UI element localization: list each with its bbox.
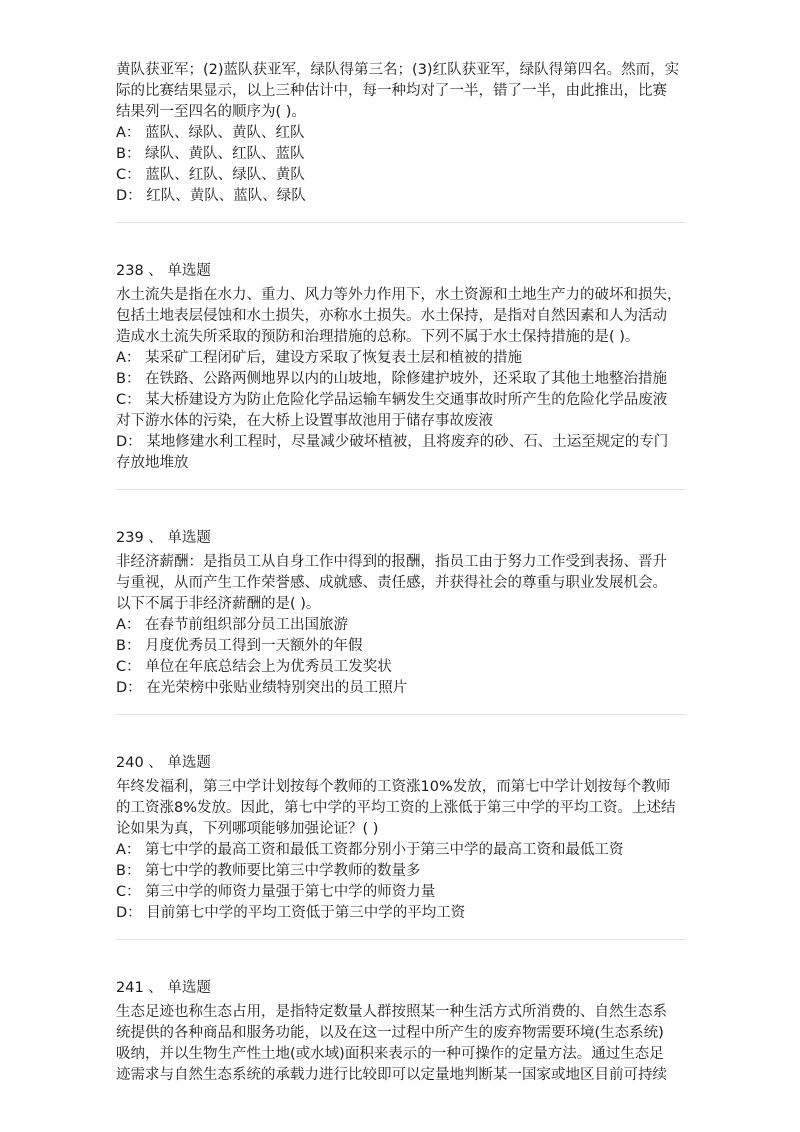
question-stem-line: 水土流失是指在水力、重力、风力等外力作用下，水土资源和土地生产力的破坏和损失， xyxy=(116,287,682,303)
question-240 xyxy=(116,753,686,924)
question-header: 238 、 单选题 xyxy=(116,263,211,279)
option-d-continued: 存放地堆放 xyxy=(116,455,189,471)
question-stem-line: 的工资涨8%发放。因此，第七中学的平均工资的上涨低于第三中学的平均工资。上述结 xyxy=(116,800,676,816)
question-divider xyxy=(116,939,686,940)
option-a: A： 某采矿工程闭矿后，建设方采取了恢复表土层和植被的措施 xyxy=(116,350,523,366)
question-stem-line: 黄队获亚军；(2)蓝队获亚军，绿队得第三名；(3)红队获亚军，绿队得第四名。然而，实 xyxy=(116,62,680,78)
question-header: 241 、 单选题 xyxy=(116,980,211,996)
option-c: C： 第三中学的师资力量强于第七中学的师资力量 xyxy=(116,884,436,900)
option-a: A： 蓝队、绿队、黄队、红队 xyxy=(116,125,305,141)
question-stem-line: 统提供的各种商品和服务功能，以及在这一过程中所产生的废弃物需要环境(生态系统) xyxy=(116,1025,664,1041)
option-c-continued: 对下游水体的污染，在大桥上设置事故池用于储存事故废液 xyxy=(116,413,493,429)
question-238 xyxy=(116,261,686,474)
question-stem-line: 非经济薪酬：是指员工从自身工作中得到的报酬，指员工由于努力工作受到表扬、晋升 xyxy=(116,554,667,570)
document-page xyxy=(116,60,686,1086)
question-stem-line: 造成水土流失所采取的预防和治理措施的总称。下列不属于水土保持措施的是( )。 xyxy=(116,329,640,345)
option-b: B： 月度优秀员工得到一天额外的年假 xyxy=(116,638,363,654)
question-stem-line: 生态足迹也称生态占用，是指特定数量人群按照某一种生活方式所消费的、自然生态系 xyxy=(116,1004,667,1020)
question-stem-line: 与重视，从而产生工作荣誉感、成就感、责任感，并获得社会的尊重与职业发展机会。 xyxy=(116,575,667,591)
question-stem-line: 以下不属于非经济薪酬的是( )。 xyxy=(116,596,321,612)
question-stem-line: 论如果为真，下列哪项能够加强论证？( ) xyxy=(116,821,379,837)
question-divider xyxy=(116,489,686,490)
option-d: D： 某地修建水利工程时，尽量减少破坏植被，且将废弃的砂、石、土运至规定的专门 xyxy=(116,434,669,450)
option-c: C： 单位在年底总结会上为优秀员工发奖状 xyxy=(116,659,392,675)
question-divider xyxy=(116,222,686,223)
question-header: 240 、 单选题 xyxy=(116,755,211,771)
option-c: C： 某大桥建设方为防止危险化学品运输车辆发生交通事故时所产生的危险化学品废液 xyxy=(116,392,668,408)
question-stem-line: 结果列一至四名的顺序为( )。 xyxy=(116,104,306,120)
option-c: C： 蓝队、红队、绿队、黄队 xyxy=(116,167,305,183)
question-stem-line: 年终发福利，第三中学计划按每个教师的工资涨10%发放，而第七中学计划按每个教师 xyxy=(116,779,671,795)
option-d: D： 在光荣榜中张贴业绩特别突出的员工照片 xyxy=(116,680,408,696)
question-divider xyxy=(116,714,686,715)
option-b: B： 第七中学的教师要比第三中学教师的数量多 xyxy=(116,863,421,879)
question-237 xyxy=(116,60,686,207)
option-b: B： 绿队、黄队、红队、蓝队 xyxy=(116,146,305,162)
question-stem-line: 包括土地表层侵蚀和水土损失，亦称水土损失。水土保持，是指对自然因素和人为活动 xyxy=(116,308,667,324)
option-b: B： 在铁路、公路两侧地界以内的山坡地，除修建护坡外，还采取了其他土地整治措施 xyxy=(116,371,668,387)
question-241 xyxy=(116,978,686,1086)
option-d: D： 红队、黄队、蓝队、绿队 xyxy=(116,188,306,204)
question-239 xyxy=(116,528,686,699)
option-d: D： 目前第七中学的平均工资低于第三中学的平均工资 xyxy=(116,905,466,921)
option-a: A： 在春节前组织部分员工出国旅游 xyxy=(116,617,349,633)
question-header: 239 、 单选题 xyxy=(116,530,211,546)
option-a: A： 第七中学的最高工资和最低工资都分别小于第三中学的最高工资和最低工资 xyxy=(116,842,624,858)
question-stem-line: 吸纳，并以生物生产性土地(或水域)面积来表示的一种可操作的定量方法。通过生态足 xyxy=(116,1046,664,1062)
question-stem-line: 迹需求与自然生态系统的承载力进行比较即可以定量地判断某一国家或地区目前可持续 xyxy=(116,1067,667,1083)
question-stem-line: 际的比赛结果显示，以上三种估计中，每一种均对了一半，错了一半，由此推出，比赛 xyxy=(116,83,667,99)
